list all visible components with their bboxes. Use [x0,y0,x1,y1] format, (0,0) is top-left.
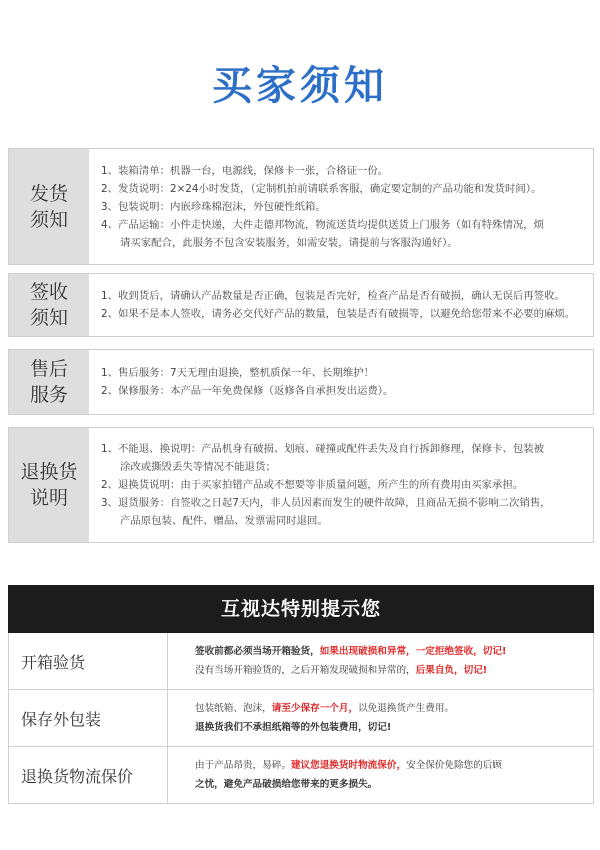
tip-text: 安全保价免除您的后顾 [406,760,502,771]
notice-returns-heading [9,428,89,542]
tip-text: 由于产品昂贵，易碎。 [195,760,291,771]
notice-line: 2、如果不是本人签收，请务必交代好产品的数量，包装是否有破损等，以避免给您带来不必要的麻烦。 [101,308,576,320]
tip-line [195,699,593,718]
tip-line [195,661,593,680]
heading-line: 须知 [29,307,68,329]
tip-row-unboxing [9,633,593,690]
tip-body [169,747,593,803]
tip-text: 以免退换货产生费用。 [358,703,455,714]
tip-text: 没有当场开箱验货的，之后开箱发现破损和异常的， [195,665,416,676]
notice-receipt-heading [9,274,89,336]
notice-line: 产品原包装、配件、赠品、发票需同时退回。 [120,515,328,527]
heading-line: 退换货 [20,461,78,483]
heading-line: 须知 [29,208,68,231]
tip-warning: 后果自负，切记! [415,665,488,676]
heading-line: 售后 [29,358,68,380]
tip-warning: 建议您退换货时物流保价， [290,760,407,771]
notice-line: 3、包装说明：内嵌珍珠棉泡沫，外包硬性纸箱。 [101,200,326,213]
heading-line: 说明 [29,487,68,509]
tip-line [195,756,593,775]
notice-aftersale-heading [9,350,89,414]
notice-line: 2、发货说明：2×24小时发货，（定制机拍前请联系客服，确定要定制的产品功能和发货时间）。 [101,182,542,195]
notice-shipping-body [89,149,593,264]
tip-text: 退换货我们不承担纸箱等的外包装费用，切记! [195,722,392,733]
tip-heading: 退换货物流保价 [9,747,168,803]
notice-shipping-heading [9,149,89,264]
notice-line: 涂改或撕毁丢失等情况不能退货； [120,461,276,473]
notice-aftersale [8,349,594,415]
tip-line [195,718,593,737]
notice-shipping [8,148,594,265]
notice-returns-body [89,428,593,542]
notice-line: 2、保修服务：本产品一年免费保修（返修各自承担发出运费）。 [101,385,394,397]
notice-line: 1、售后服务：7天无理由退换，整机质保一年、长期维护！ [101,367,374,379]
special-notice-banner: 互视达特别提示您 [8,585,594,633]
special-notice-table [8,633,594,804]
tip-body [169,690,593,746]
tip-line [195,642,593,661]
notice-line: 请买家配合，此服务不包含安装服务，如需安装，请提前与客服沟通好）。 [120,236,458,249]
tip-warning: 请至少保存一个月， [271,703,359,714]
notice-returns [8,427,594,543]
notice-line: 1、收到货后，请确认产品数量是否正确，包装是否完好，检查产品是否有破损，确认无误后再签收。 [101,290,565,302]
heading-line: 发货 [29,182,68,205]
heading-line: 服务 [29,384,68,406]
notice-receipt-body [89,274,593,336]
heading-line: 签收 [29,281,68,303]
tip-line [195,775,593,794]
tip-heading: 开箱验货 [9,633,168,689]
tip-heading: 保存外包装 [9,690,168,746]
notice-line: 3、退货服务：自签收之日起7天内，非人员因素而发生的硬件故障，且商品无损不影响二次销售， [101,497,551,509]
page-title: 买家须知 [212,63,388,109]
notice-line: 4、产品运输：小件走快递，大件走德邦物流，物流送货均提供送货上门服务（如有特殊情况，烦 [101,218,545,231]
notice-line: 1、装箱清单：机器一台，电源线，保修卡一张，合格证一份。 [101,164,389,177]
notice-receipt [8,273,594,337]
notice-line: 2、退换货说明：由于买家拍错产品或不想要等非质量问题，所产生的所有费用由买家承担。 [101,479,524,491]
tip-warning: 如果出现破损和异常，一定拒绝签收，切记! [319,646,507,657]
tip-row-insurance [9,747,593,804]
tip-text: 签收前都必须当场开箱验货， [195,646,320,657]
tip-text: 包装纸箱、泡沫， [195,703,272,714]
tip-body [169,633,593,689]
tip-text: 之忧，避免产品破损给您带来的更多损失。 [195,779,378,790]
notice-line: 1、不能退、换说明：产品机身有破损、划痕、碰撞或配件丢失及自行拆卸修理，保修卡、包装被 [101,443,545,455]
tip-row-packaging [9,690,593,747]
notice-aftersale-body [89,350,593,414]
